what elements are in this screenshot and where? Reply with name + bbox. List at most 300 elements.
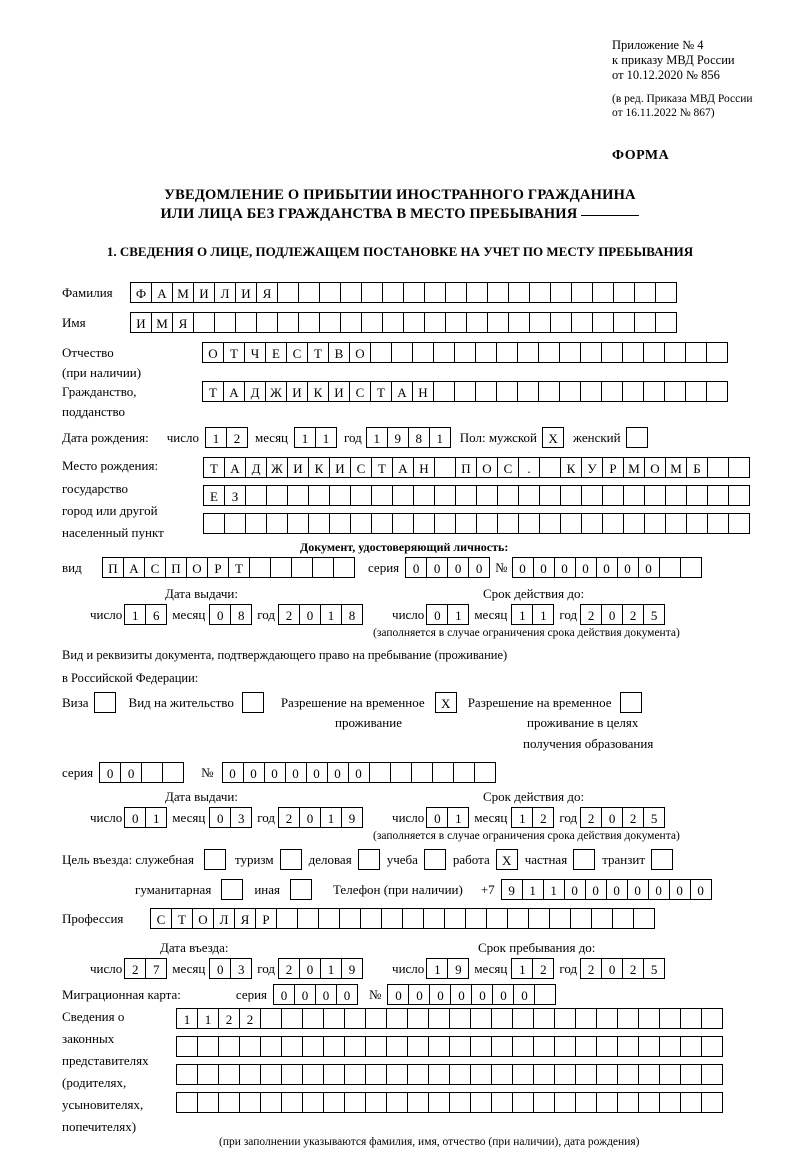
char-cell[interactable] bbox=[686, 513, 708, 534]
char-cell[interactable] bbox=[728, 485, 750, 506]
char-cell[interactable] bbox=[224, 513, 246, 534]
char-cell[interactable]: Т bbox=[307, 342, 329, 363]
char-cell[interactable] bbox=[428, 1036, 450, 1057]
char-cell[interactable]: 1 bbox=[511, 958, 533, 979]
char-cell[interactable]: Х bbox=[435, 692, 457, 713]
char-cell[interactable] bbox=[290, 879, 312, 900]
char-cell[interactable] bbox=[302, 1036, 324, 1057]
char-cell[interactable] bbox=[391, 342, 413, 363]
char-cell[interactable]: 0 bbox=[294, 984, 316, 1005]
char-cell[interactable] bbox=[424, 849, 446, 870]
char-cell[interactable] bbox=[392, 513, 414, 534]
char-cell[interactable] bbox=[602, 513, 624, 534]
char-cell[interactable] bbox=[424, 312, 446, 333]
char-cell[interactable]: 2 bbox=[532, 807, 554, 828]
migration-card-series-input[interactable] bbox=[273, 984, 357, 1005]
char-cell[interactable] bbox=[707, 457, 729, 478]
char-cell[interactable]: А bbox=[224, 457, 246, 478]
char-cell[interactable] bbox=[277, 282, 299, 303]
char-cell[interactable] bbox=[580, 342, 602, 363]
char-cell[interactable] bbox=[560, 485, 582, 506]
char-cell[interactable] bbox=[518, 513, 540, 534]
identity-issue-month-input[interactable] bbox=[209, 604, 251, 625]
char-cell[interactable]: Я bbox=[256, 282, 278, 303]
phone-input[interactable] bbox=[501, 879, 711, 900]
char-cell[interactable]: Р bbox=[255, 908, 277, 929]
char-cell[interactable]: 1 bbox=[320, 604, 342, 625]
char-cell[interactable]: 1 bbox=[522, 879, 544, 900]
char-cell[interactable]: К bbox=[307, 381, 329, 402]
char-cell[interactable]: 2 bbox=[532, 958, 554, 979]
char-cell[interactable] bbox=[622, 381, 644, 402]
char-cell[interactable] bbox=[466, 312, 488, 333]
char-cell[interactable] bbox=[329, 485, 351, 506]
char-cell[interactable] bbox=[365, 1036, 387, 1057]
char-cell[interactable]: 2 bbox=[580, 807, 602, 828]
char-cell[interactable]: 0 bbox=[575, 557, 597, 578]
char-cell[interactable] bbox=[633, 908, 655, 929]
char-cell[interactable]: Ф bbox=[130, 282, 152, 303]
char-cell[interactable]: 0 bbox=[426, 604, 448, 625]
char-cell[interactable] bbox=[601, 381, 623, 402]
char-cell[interactable] bbox=[449, 1092, 471, 1113]
char-cell[interactable] bbox=[591, 908, 613, 929]
char-cell[interactable] bbox=[386, 1008, 408, 1029]
char-cell[interactable] bbox=[592, 282, 614, 303]
char-cell[interactable] bbox=[411, 762, 433, 783]
representatives-line-1[interactable] bbox=[176, 1008, 722, 1029]
char-cell[interactable] bbox=[449, 1064, 471, 1085]
char-cell[interactable] bbox=[302, 1064, 324, 1085]
char-cell[interactable]: 2 bbox=[124, 958, 146, 979]
char-cell[interactable] bbox=[575, 1036, 597, 1057]
char-cell[interactable] bbox=[533, 1064, 555, 1085]
stay-valid-year-input[interactable] bbox=[580, 807, 664, 828]
char-cell[interactable] bbox=[550, 282, 572, 303]
char-cell[interactable]: Я bbox=[234, 908, 256, 929]
char-cell[interactable]: 0 bbox=[408, 984, 430, 1005]
stay-doc-number-input[interactable] bbox=[222, 762, 495, 783]
char-cell[interactable] bbox=[623, 485, 645, 506]
char-cell[interactable]: 0 bbox=[690, 879, 712, 900]
char-cell[interactable]: 0 bbox=[533, 557, 555, 578]
char-cell[interactable]: 0 bbox=[327, 762, 349, 783]
char-cell[interactable] bbox=[266, 513, 288, 534]
char-cell[interactable]: М bbox=[623, 457, 645, 478]
char-cell[interactable] bbox=[612, 908, 634, 929]
char-cell[interactable] bbox=[197, 1036, 219, 1057]
char-cell[interactable] bbox=[550, 312, 572, 333]
char-cell[interactable]: 9 bbox=[341, 958, 363, 979]
char-cell[interactable]: 1 bbox=[294, 427, 316, 448]
char-cell[interactable] bbox=[491, 1008, 513, 1029]
char-cell[interactable]: 0 bbox=[336, 984, 358, 1005]
char-cell[interactable]: Т bbox=[203, 457, 225, 478]
char-cell[interactable] bbox=[260, 1008, 282, 1029]
purpose-other-checkbox[interactable] bbox=[290, 879, 311, 900]
char-cell[interactable] bbox=[193, 312, 215, 333]
char-cell[interactable] bbox=[622, 342, 644, 363]
char-cell[interactable] bbox=[596, 1036, 618, 1057]
char-cell[interactable] bbox=[707, 485, 729, 506]
char-cell[interactable]: О bbox=[476, 457, 498, 478]
char-cell[interactable] bbox=[176, 1092, 198, 1113]
name-input[interactable] bbox=[130, 312, 676, 333]
char-cell[interactable] bbox=[617, 1092, 639, 1113]
char-cell[interactable] bbox=[350, 513, 372, 534]
char-cell[interactable]: О bbox=[192, 908, 214, 929]
char-cell[interactable]: А bbox=[223, 381, 245, 402]
char-cell[interactable] bbox=[466, 282, 488, 303]
char-cell[interactable]: И bbox=[193, 282, 215, 303]
char-cell[interactable] bbox=[319, 282, 341, 303]
visa-checkbox[interactable] bbox=[94, 692, 115, 713]
char-cell[interactable] bbox=[407, 1008, 429, 1029]
char-cell[interactable] bbox=[323, 1008, 345, 1029]
char-cell[interactable]: Ж bbox=[266, 457, 288, 478]
char-cell[interactable] bbox=[626, 427, 648, 448]
char-cell[interactable]: З bbox=[224, 485, 246, 506]
char-cell[interactable] bbox=[245, 513, 267, 534]
char-cell[interactable] bbox=[344, 1008, 366, 1029]
birthplace-line-1[interactable] bbox=[203, 457, 749, 478]
char-cell[interactable] bbox=[291, 557, 313, 578]
purpose-tourism-checkbox[interactable] bbox=[280, 849, 301, 870]
char-cell[interactable]: А bbox=[391, 381, 413, 402]
identity-doc-series-input[interactable] bbox=[405, 557, 489, 578]
char-cell[interactable] bbox=[434, 485, 456, 506]
char-cell[interactable] bbox=[486, 908, 508, 929]
char-cell[interactable]: 0 bbox=[564, 879, 586, 900]
char-cell[interactable] bbox=[538, 381, 560, 402]
char-cell[interactable] bbox=[361, 282, 383, 303]
char-cell[interactable] bbox=[281, 1008, 303, 1029]
citizenship-input[interactable] bbox=[202, 381, 727, 402]
char-cell[interactable]: 1 bbox=[447, 807, 469, 828]
char-cell[interactable]: М bbox=[151, 312, 173, 333]
char-cell[interactable]: 0 bbox=[124, 807, 146, 828]
char-cell[interactable] bbox=[491, 1036, 513, 1057]
char-cell[interactable] bbox=[312, 557, 334, 578]
char-cell[interactable] bbox=[350, 485, 372, 506]
char-cell[interactable]: 0 bbox=[243, 762, 265, 783]
char-cell[interactable]: Т bbox=[202, 381, 224, 402]
char-cell[interactable] bbox=[559, 342, 581, 363]
char-cell[interactable] bbox=[339, 908, 361, 929]
char-cell[interactable] bbox=[617, 1008, 639, 1029]
char-cell[interactable]: 1 bbox=[176, 1008, 198, 1029]
char-cell[interactable] bbox=[685, 381, 707, 402]
char-cell[interactable]: Т bbox=[223, 342, 245, 363]
char-cell[interactable] bbox=[638, 1008, 660, 1029]
char-cell[interactable] bbox=[260, 1092, 282, 1113]
char-cell[interactable] bbox=[344, 1064, 366, 1085]
char-cell[interactable] bbox=[365, 1064, 387, 1085]
char-cell[interactable] bbox=[323, 1092, 345, 1113]
char-cell[interactable] bbox=[455, 485, 477, 506]
char-cell[interactable]: 0 bbox=[285, 762, 307, 783]
char-cell[interactable]: О bbox=[186, 557, 208, 578]
char-cell[interactable] bbox=[507, 908, 529, 929]
char-cell[interactable] bbox=[204, 849, 226, 870]
char-cell[interactable]: Т bbox=[228, 557, 250, 578]
char-cell[interactable]: 0 bbox=[222, 762, 244, 783]
stay-until-day-input[interactable] bbox=[426, 958, 468, 979]
char-cell[interactable]: М bbox=[665, 457, 687, 478]
char-cell[interactable] bbox=[554, 1008, 576, 1029]
char-cell[interactable] bbox=[392, 485, 414, 506]
purpose-transit-checkbox[interactable] bbox=[651, 849, 672, 870]
char-cell[interactable] bbox=[308, 485, 330, 506]
char-cell[interactable] bbox=[533, 1036, 555, 1057]
char-cell[interactable] bbox=[381, 908, 403, 929]
char-cell[interactable] bbox=[508, 312, 530, 333]
char-cell[interactable]: 2 bbox=[622, 604, 644, 625]
char-cell[interactable]: 9 bbox=[387, 427, 409, 448]
char-cell[interactable]: 0 bbox=[387, 984, 409, 1005]
purpose-business-checkbox[interactable] bbox=[358, 849, 379, 870]
char-cell[interactable] bbox=[242, 692, 264, 713]
char-cell[interactable] bbox=[581, 513, 603, 534]
char-cell[interactable]: 0 bbox=[601, 958, 623, 979]
char-cell[interactable] bbox=[549, 908, 571, 929]
char-cell[interactable] bbox=[529, 282, 551, 303]
char-cell[interactable]: Т bbox=[171, 908, 193, 929]
char-cell[interactable] bbox=[517, 342, 539, 363]
char-cell[interactable] bbox=[302, 1008, 324, 1029]
stay-doc-series-input[interactable] bbox=[99, 762, 183, 783]
char-cell[interactable] bbox=[382, 282, 404, 303]
char-cell[interactable]: Р bbox=[602, 457, 624, 478]
identity-valid-year-input[interactable] bbox=[580, 604, 664, 625]
char-cell[interactable] bbox=[634, 282, 656, 303]
char-cell[interactable] bbox=[575, 1064, 597, 1085]
char-cell[interactable] bbox=[554, 1036, 576, 1057]
char-cell[interactable] bbox=[319, 312, 341, 333]
char-cell[interactable] bbox=[281, 1064, 303, 1085]
char-cell[interactable] bbox=[539, 485, 561, 506]
char-cell[interactable] bbox=[403, 282, 425, 303]
char-cell[interactable] bbox=[571, 312, 593, 333]
char-cell[interactable] bbox=[575, 1008, 597, 1029]
char-cell[interactable] bbox=[323, 1036, 345, 1057]
char-cell[interactable]: 2 bbox=[278, 807, 300, 828]
char-cell[interactable] bbox=[281, 1036, 303, 1057]
char-cell[interactable]: И bbox=[286, 381, 308, 402]
char-cell[interactable] bbox=[529, 312, 551, 333]
char-cell[interactable] bbox=[476, 513, 498, 534]
char-cell[interactable] bbox=[475, 381, 497, 402]
char-cell[interactable] bbox=[659, 557, 681, 578]
char-cell[interactable] bbox=[644, 513, 666, 534]
char-cell[interactable]: 0 bbox=[405, 557, 427, 578]
stay-issue-day-input[interactable] bbox=[124, 807, 166, 828]
char-cell[interactable]: 8 bbox=[341, 604, 363, 625]
char-cell[interactable]: 1 bbox=[532, 604, 554, 625]
char-cell[interactable] bbox=[365, 1008, 387, 1029]
char-cell[interactable] bbox=[239, 1064, 261, 1085]
char-cell[interactable] bbox=[643, 342, 665, 363]
char-cell[interactable] bbox=[580, 381, 602, 402]
char-cell[interactable]: Д bbox=[244, 381, 266, 402]
char-cell[interactable] bbox=[643, 381, 665, 402]
stay-valid-day-input[interactable] bbox=[426, 807, 468, 828]
char-cell[interactable]: 0 bbox=[669, 879, 691, 900]
purpose-work-checkbox[interactable] bbox=[496, 849, 517, 870]
char-cell[interactable]: 2 bbox=[580, 958, 602, 979]
purpose-study-checkbox[interactable] bbox=[424, 849, 445, 870]
char-cell[interactable] bbox=[449, 1008, 471, 1029]
char-cell[interactable] bbox=[340, 312, 362, 333]
char-cell[interactable]: 0 bbox=[585, 879, 607, 900]
char-cell[interactable]: И bbox=[328, 381, 350, 402]
char-cell[interactable] bbox=[497, 513, 519, 534]
birthdate-year-input[interactable] bbox=[366, 427, 450, 448]
char-cell[interactable]: 0 bbox=[512, 557, 534, 578]
char-cell[interactable] bbox=[686, 485, 708, 506]
char-cell[interactable] bbox=[361, 312, 383, 333]
char-cell[interactable] bbox=[596, 1092, 618, 1113]
char-cell[interactable] bbox=[412, 342, 434, 363]
residence-permit-checkbox[interactable] bbox=[242, 692, 263, 713]
char-cell[interactable]: 1 bbox=[320, 807, 342, 828]
char-cell[interactable]: 0 bbox=[606, 879, 628, 900]
char-cell[interactable] bbox=[470, 1064, 492, 1085]
char-cell[interactable]: 1 bbox=[426, 958, 448, 979]
char-cell[interactable] bbox=[728, 457, 750, 478]
char-cell[interactable]: Т bbox=[371, 457, 393, 478]
char-cell[interactable]: 0 bbox=[638, 557, 660, 578]
char-cell[interactable] bbox=[239, 1036, 261, 1057]
char-cell[interactable]: Я bbox=[172, 312, 194, 333]
char-cell[interactable] bbox=[298, 282, 320, 303]
char-cell[interactable] bbox=[280, 849, 302, 870]
char-cell[interactable]: 0 bbox=[348, 762, 370, 783]
char-cell[interactable] bbox=[297, 908, 319, 929]
char-cell[interactable]: Н bbox=[412, 381, 434, 402]
char-cell[interactable]: 3 bbox=[230, 958, 252, 979]
char-cell[interactable]: А bbox=[123, 557, 145, 578]
char-cell[interactable]: Ж bbox=[265, 381, 287, 402]
char-cell[interactable] bbox=[638, 1036, 660, 1057]
char-cell[interactable] bbox=[496, 381, 518, 402]
stay-issue-year-input[interactable] bbox=[278, 807, 362, 828]
char-cell[interactable] bbox=[554, 1064, 576, 1085]
char-cell[interactable] bbox=[371, 513, 393, 534]
char-cell[interactable] bbox=[428, 1092, 450, 1113]
char-cell[interactable] bbox=[407, 1092, 429, 1113]
char-cell[interactable] bbox=[665, 513, 687, 534]
char-cell[interactable]: 2 bbox=[622, 807, 644, 828]
char-cell[interactable] bbox=[444, 908, 466, 929]
char-cell[interactable] bbox=[445, 312, 467, 333]
identity-issue-day-input[interactable] bbox=[124, 604, 166, 625]
char-cell[interactable] bbox=[539, 457, 561, 478]
char-cell[interactable]: 5 bbox=[643, 958, 665, 979]
char-cell[interactable] bbox=[445, 282, 467, 303]
char-cell[interactable] bbox=[176, 1036, 198, 1057]
char-cell[interactable] bbox=[497, 485, 519, 506]
purpose-service-checkbox[interactable] bbox=[204, 849, 225, 870]
char-cell[interactable] bbox=[270, 557, 292, 578]
char-cell[interactable] bbox=[434, 457, 456, 478]
char-cell[interactable] bbox=[592, 312, 614, 333]
char-cell[interactable]: 7 bbox=[145, 958, 167, 979]
char-cell[interactable] bbox=[390, 762, 412, 783]
char-cell[interactable]: Л bbox=[213, 908, 235, 929]
char-cell[interactable] bbox=[453, 762, 475, 783]
char-cell[interactable] bbox=[680, 1092, 702, 1113]
char-cell[interactable] bbox=[601, 342, 623, 363]
char-cell[interactable] bbox=[176, 1064, 198, 1085]
char-cell[interactable] bbox=[239, 1092, 261, 1113]
char-cell[interactable]: 1 bbox=[543, 879, 565, 900]
char-cell[interactable] bbox=[203, 513, 225, 534]
char-cell[interactable] bbox=[570, 908, 592, 929]
char-cell[interactable]: 2 bbox=[278, 958, 300, 979]
char-cell[interactable] bbox=[491, 1092, 513, 1113]
char-cell[interactable]: 0 bbox=[471, 984, 493, 1005]
char-cell[interactable]: И bbox=[130, 312, 152, 333]
char-cell[interactable]: Е bbox=[265, 342, 287, 363]
char-cell[interactable]: 1 bbox=[447, 604, 469, 625]
char-cell[interactable]: 0 bbox=[299, 958, 321, 979]
char-cell[interactable]: 0 bbox=[306, 762, 328, 783]
char-cell[interactable] bbox=[360, 908, 382, 929]
char-cell[interactable]: А bbox=[392, 457, 414, 478]
char-cell[interactable] bbox=[491, 1064, 513, 1085]
char-cell[interactable]: 0 bbox=[299, 604, 321, 625]
char-cell[interactable] bbox=[470, 1092, 492, 1113]
char-cell[interactable]: Б bbox=[686, 457, 708, 478]
char-cell[interactable]: С bbox=[150, 908, 172, 929]
char-cell[interactable]: П bbox=[165, 557, 187, 578]
char-cell[interactable] bbox=[538, 342, 560, 363]
char-cell[interactable]: Д bbox=[245, 457, 267, 478]
char-cell[interactable]: 0 bbox=[447, 557, 469, 578]
char-cell[interactable]: П bbox=[102, 557, 124, 578]
char-cell[interactable] bbox=[423, 908, 445, 929]
char-cell[interactable] bbox=[407, 1036, 429, 1057]
char-cell[interactable] bbox=[454, 381, 476, 402]
char-cell[interactable] bbox=[518, 485, 540, 506]
char-cell[interactable]: Л bbox=[214, 282, 236, 303]
char-cell[interactable]: 1 bbox=[366, 427, 388, 448]
char-cell[interactable]: 6 bbox=[145, 604, 167, 625]
char-cell[interactable] bbox=[386, 1064, 408, 1085]
char-cell[interactable] bbox=[308, 513, 330, 534]
char-cell[interactable] bbox=[302, 1092, 324, 1113]
char-cell[interactable] bbox=[424, 282, 446, 303]
char-cell[interactable] bbox=[534, 984, 556, 1005]
char-cell[interactable]: 1 bbox=[205, 427, 227, 448]
representatives-line-4[interactable] bbox=[176, 1092, 722, 1113]
temp-residence-checkbox[interactable] bbox=[435, 692, 456, 713]
char-cell[interactable] bbox=[256, 312, 278, 333]
char-cell[interactable]: 0 bbox=[209, 958, 231, 979]
char-cell[interactable]: 0 bbox=[601, 807, 623, 828]
char-cell[interactable] bbox=[407, 1064, 429, 1085]
char-cell[interactable] bbox=[94, 692, 116, 713]
char-cell[interactable] bbox=[596, 1008, 618, 1029]
char-cell[interactable]: 5 bbox=[643, 604, 665, 625]
sex-female-checkbox[interactable] bbox=[626, 427, 647, 448]
char-cell[interactable]: А bbox=[151, 282, 173, 303]
char-cell[interactable]: 0 bbox=[315, 984, 337, 1005]
char-cell[interactable] bbox=[141, 762, 163, 783]
char-cell[interactable] bbox=[533, 1008, 555, 1029]
char-cell[interactable] bbox=[623, 513, 645, 534]
